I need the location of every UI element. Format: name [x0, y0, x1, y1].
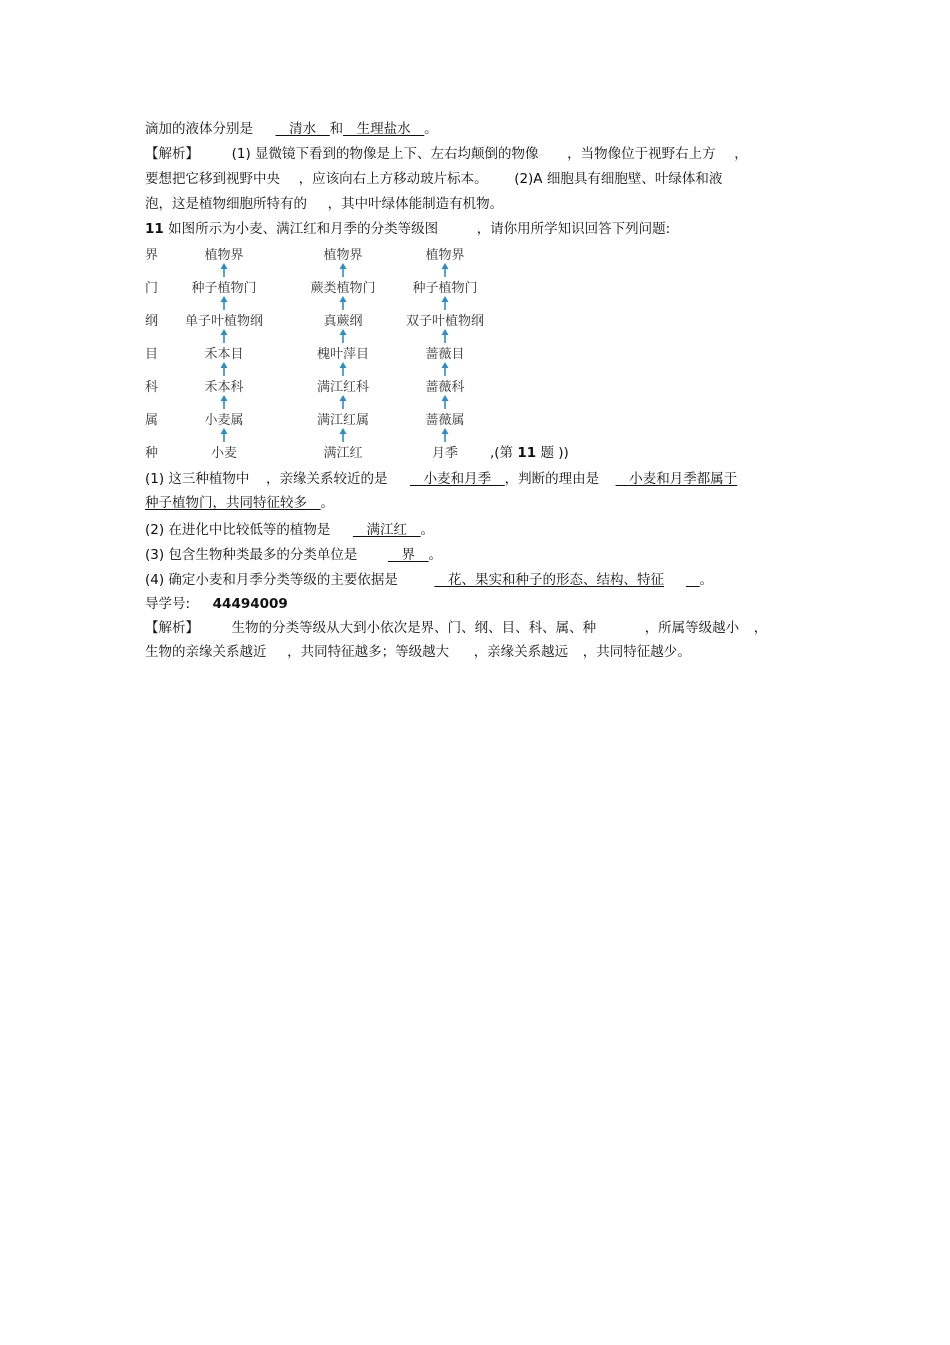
taxon-node: 蕨类植物门 [310, 281, 376, 296]
question-3: (3) 包含生物种类最多的分类单位是 __界__。 [145, 547, 443, 563]
taxon-node: 月季 [431, 446, 458, 461]
taxon-node: 蔷薇目 [425, 347, 465, 362]
blank-water: __清水__ [275, 121, 330, 137]
taxon-node: 蔷薇属 [425, 413, 465, 428]
up-arrow-icon [219, 262, 229, 278]
up-arrow-icon [338, 361, 348, 377]
taxon-node: 满江红科 [316, 380, 369, 395]
blank-reason-part-1: __小麦和月季都属于 [615, 471, 738, 487]
rank-label: 属 [145, 413, 159, 428]
taxon-node: 植物界 [425, 248, 465, 263]
figure-caption: ,(第 11 题 )) [490, 445, 569, 461]
rank-label: 目 [145, 347, 159, 362]
taxon-node: 禾本目 [204, 347, 244, 362]
analysis-answer-line-1: 【解析】 生物的分类等级从大到小依次是界、门、纲、目、科、属、种 ，所属等级越小 ， [145, 620, 768, 636]
taxon-node: 种子植物门 [191, 281, 257, 296]
question-11-stem: 11 如图所示为小麦、满江红和月季的分类等级图 ，请你用所学知识回答下列问题: [145, 221, 671, 237]
analysis-tag: 【解析】 [145, 620, 199, 636]
taxon-node: 植物界 [204, 248, 244, 263]
taxon-node: 小麦 [210, 446, 237, 461]
question-1-continued: 种子植物门，共同特征较多__。 [145, 495, 334, 511]
taxon-node: 单子叶植物纲 [184, 314, 263, 329]
analysis-tag: 【解析】 [145, 146, 199, 162]
up-arrow-icon [440, 328, 450, 344]
guide-number: 导学号: 44494009 [145, 596, 288, 612]
question-1: (1) 这三种植物中 ，亲缘关系较近的是 __小麦和月季__，判断的理由是 __小麦和月季都属于 [145, 471, 738, 487]
answer-line-liquids: 滴加的液体分别是 __清水__和__生理盐水__。 [145, 121, 438, 137]
taxon-node: 蔷薇科 [425, 380, 465, 395]
rank-label: 门 [145, 281, 159, 296]
up-arrow-icon [219, 295, 229, 311]
taxon-node: 满江红属 [316, 413, 369, 428]
up-arrow-icon [338, 427, 348, 443]
question-4: (4) 确定小麦和月季分类等级的主要依据是 __花、果实和种子的形态、结构、特征 __。 [145, 572, 714, 588]
blank-closest-relatives: __小麦和月季__ [410, 471, 505, 487]
blank-saline: __生理盐水__ [343, 121, 425, 137]
taxon-node: 植物界 [323, 248, 363, 263]
up-arrow-icon [440, 262, 450, 278]
analysis-line-1: 【解析】 (1) 显微镜下看到的物像是上下、左右均颠倒的物像 ，当物像位于视野右上方 ， [145, 146, 748, 162]
taxon-node: 真蕨纲 [323, 314, 363, 329]
up-arrow-icon [440, 295, 450, 311]
up-arrow-icon [219, 394, 229, 410]
rank-label: 界 [145, 248, 159, 263]
rank-label: 种 [145, 446, 159, 461]
up-arrow-icon [338, 328, 348, 344]
taxon-node: 满江红 [323, 446, 363, 461]
analysis-answer-line-2: 生物的亲缘关系越近 ，共同特征越多；等级越大 ，亲缘关系越远 ，共同特征越少。 [145, 644, 691, 660]
blank-classification-basis: __花、果实和种子的形态、结构、特征 __ [434, 572, 700, 588]
blank-reason-part-2: 种子植物门，共同特征较多__ [145, 495, 321, 511]
up-arrow-icon [338, 295, 348, 311]
blank-lower-plant: __满江红__ [353, 522, 421, 538]
rank-label: 纲 [145, 314, 159, 329]
up-arrow-icon [219, 328, 229, 344]
taxon-node: 小麦属 [204, 413, 244, 428]
up-arrow-icon [338, 262, 348, 278]
rank-label: 科 [145, 380, 159, 395]
taxon-node: 槐叶萍目 [316, 347, 369, 362]
analysis-line-3: 泡，这是植物细胞所特有的 ，其中叶绿体能制造有机物。 [145, 196, 504, 212]
taxon-node: 双子叶植物纲 [405, 314, 484, 329]
taxon-node: 种子植物门 [412, 281, 478, 296]
up-arrow-icon [219, 427, 229, 443]
blank-largest-unit: __界__ [388, 547, 429, 563]
up-arrow-icon [338, 394, 348, 410]
question-number: 11 [145, 221, 164, 237]
question-2: (2) 在进化中比较低等的植物是 __满江红__。 [145, 522, 435, 538]
up-arrow-icon [440, 394, 450, 410]
taxon-node: 禾本科 [204, 380, 244, 395]
analysis-line-2: 要想把它移到视野中央 ，应该向右上方移动玻片标本。 (2)A 细胞具有细胞壁、叶绿体和液 [145, 171, 723, 187]
up-arrow-icon [219, 361, 229, 377]
up-arrow-icon [440, 427, 450, 443]
up-arrow-icon [440, 361, 450, 377]
